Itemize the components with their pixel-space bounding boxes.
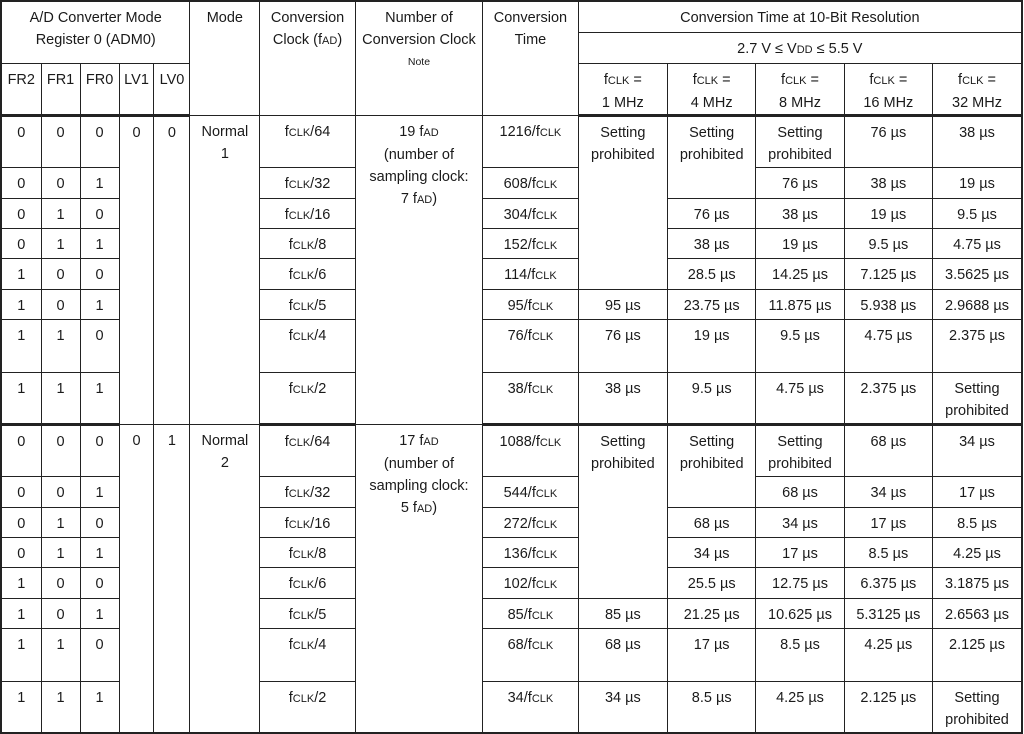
time-1mhz: 95 µs <box>578 289 667 319</box>
time-16mhz: 17 µs <box>844 507 932 537</box>
conversion-time-resolution-header: Conversion Time at 10-Bit Resolution <box>578 1 1022 32</box>
bit-fr1: 0 <box>41 598 80 628</box>
bit-fr2: 0 <box>1 115 41 167</box>
conversion-time-cell: 136/fCLK <box>483 537 579 567</box>
time-1mhz: 85 µs <box>578 598 667 628</box>
time-8mhz: 11.875 µs <box>756 289 844 319</box>
freq-header-4mhz: fCLK = 4 MHz <box>668 63 756 115</box>
time-32mhz: 4.25 µs <box>933 537 1023 567</box>
bit-fr0: 0 <box>80 319 119 372</box>
bit-fr1: 0 <box>41 167 80 198</box>
time-16mhz: 5.938 µs <box>844 289 932 319</box>
bit-fr2: 1 <box>1 258 41 289</box>
bit-fr2: 1 <box>1 372 41 424</box>
conversion-time-cell: 1088/fCLK <box>483 424 579 476</box>
time-32mhz: 34 µs <box>933 424 1023 476</box>
conversion-time-cell: 272/fCLK <box>483 507 579 537</box>
time-8mhz: 38 µs <box>756 198 844 228</box>
conversion-clock-cell: fCLK/6 <box>260 258 356 289</box>
time-4mhz: 17 µs <box>668 628 756 681</box>
time-4mhz: 25.5 µs <box>668 567 756 598</box>
bit-fr1: 1 <box>41 628 80 681</box>
conversion-clock-cell: fCLK/8 <box>260 537 356 567</box>
time-4mhz: 9.5 µs <box>668 372 756 424</box>
conversion-time-cell: 304/fCLK <box>483 198 579 228</box>
bit-fr2: 1 <box>1 598 41 628</box>
conversion-time-cell: 152/fCLK <box>483 228 579 258</box>
time-32mhz: 2.375 µs <box>933 319 1023 372</box>
bit-fr1: 1 <box>41 681 80 733</box>
bit-fr0: 0 <box>80 258 119 289</box>
time-16mhz: 9.5 µs <box>844 228 932 258</box>
time-8mhz: 4.75 µs <box>756 372 844 424</box>
time-8mhz: 34 µs <box>756 507 844 537</box>
bit-fr2: 1 <box>1 628 41 681</box>
bit-fr0: 1 <box>80 681 119 733</box>
conversion-time-cell: 34/fCLK <box>483 681 579 733</box>
time-16mhz: 8.5 µs <box>844 537 932 567</box>
bit-fr1: 0 <box>41 424 80 476</box>
time-4mhz: Setting prohibited <box>668 115 756 198</box>
conversion-clock-cell: fCLK/32 <box>260 476 356 507</box>
time-16mhz: 76 µs <box>844 115 932 167</box>
time-16mhz: 2.375 µs <box>844 372 932 424</box>
time-16mhz: 4.75 µs <box>844 319 932 372</box>
time-32mhz: 4.75 µs <box>933 228 1023 258</box>
time-32mhz: Setting prohibited <box>933 681 1023 733</box>
time-8mhz: 19 µs <box>756 228 844 258</box>
time-16mhz: 19 µs <box>844 198 932 228</box>
bit-fr0: 0 <box>80 567 119 598</box>
bit-fr1: 0 <box>41 476 80 507</box>
conversion-clock-cell: fCLK/4 <box>260 628 356 681</box>
time-4mhz: 76 µs <box>668 198 756 228</box>
time-8mhz: Setting prohibited <box>756 424 844 476</box>
bit-header-fr0: FR0 <box>80 63 119 115</box>
time-4mhz: 8.5 µs <box>668 681 756 733</box>
bit-fr2: 0 <box>1 198 41 228</box>
time-32mhz: 17 µs <box>933 476 1023 507</box>
time-32mhz: 38 µs <box>933 115 1023 167</box>
conversion-time-cell: 102/fCLK <box>483 567 579 598</box>
time-32mhz: 9.5 µs <box>933 198 1023 228</box>
time-16mhz: 34 µs <box>844 476 932 507</box>
conversion-time-cell: 76/fCLK <box>483 319 579 372</box>
mode-cell: Normal 2 <box>190 424 260 733</box>
time-32mhz: 2.6563 µs <box>933 598 1023 628</box>
bit-fr0: 1 <box>80 537 119 567</box>
time-16mhz: 68 µs <box>844 424 932 476</box>
table-row <box>1 424 1022 476</box>
bit-fr1: 0 <box>41 567 80 598</box>
bit-fr1: 1 <box>41 507 80 537</box>
time-4mhz: 28.5 µs <box>668 258 756 289</box>
conversion-clock-cell: fCLK/2 <box>260 681 356 733</box>
conversion-clock-cell: fCLK/5 <box>260 598 356 628</box>
bit-lv0: 0 <box>154 115 190 424</box>
conversion-time-cell: 608/fCLK <box>483 167 579 198</box>
conversion-time-cell: 85/fCLK <box>483 598 579 628</box>
time-16mhz: 2.125 µs <box>844 681 932 733</box>
bit-fr2: 0 <box>1 507 41 537</box>
conversion-time-cell: 114/fCLK <box>483 258 579 289</box>
bit-fr0: 0 <box>80 507 119 537</box>
time-32mhz: 19 µs <box>933 167 1023 198</box>
time-32mhz: 8.5 µs <box>933 507 1023 537</box>
bit-fr1: 0 <box>41 289 80 319</box>
time-8mhz: 17 µs <box>756 537 844 567</box>
time-1mhz: Setting prohibited <box>578 115 667 289</box>
conversion-clock-cell: fCLK/16 <box>260 198 356 228</box>
bit-fr0: 1 <box>80 289 119 319</box>
bit-fr0: 1 <box>80 598 119 628</box>
bit-fr2: 0 <box>1 167 41 198</box>
time-8mhz: 10.625 µs <box>756 598 844 628</box>
conversion-clock-cell: fCLK/8 <box>260 228 356 258</box>
bit-header-lv0: LV0 <box>154 63 190 115</box>
time-4mhz: 19 µs <box>668 319 756 372</box>
time-4mhz: 38 µs <box>668 228 756 258</box>
freq-header-32mhz: fCLK = 32 MHz <box>933 63 1023 115</box>
time-1mhz: 76 µs <box>578 319 667 372</box>
conversion-clock-cell: fCLK/5 <box>260 289 356 319</box>
time-8mhz: Setting prohibited <box>756 115 844 167</box>
bit-fr0: 0 <box>80 628 119 681</box>
number-of-conversion-clock-cell: 17 fAD (number of sampling clock: 5 fAD) <box>355 424 482 733</box>
bit-fr0: 1 <box>80 228 119 258</box>
bit-fr2: 1 <box>1 567 41 598</box>
time-32mhz: 2.9688 µs <box>933 289 1023 319</box>
time-1mhz: 34 µs <box>578 681 667 733</box>
conversion-time-cell: 95/fCLK <box>483 289 579 319</box>
conversion-clock-cell: fCLK/16 <box>260 507 356 537</box>
table-row <box>1 115 1022 167</box>
bit-fr0: 0 <box>80 198 119 228</box>
vdd-range-header: 2.7 V ≤ VDD ≤ 5.5 V <box>578 32 1022 63</box>
time-4mhz: Setting prohibited <box>668 424 756 507</box>
bit-fr2: 0 <box>1 424 41 476</box>
bit-header-lv1: LV1 <box>119 63 154 115</box>
bit-header-fr2: FR2 <box>1 63 41 115</box>
bit-fr2: 1 <box>1 681 41 733</box>
bit-header-fr1: FR1 <box>41 63 80 115</box>
time-8mhz: 8.5 µs <box>756 628 844 681</box>
conversion-clock-cell: fCLK/64 <box>260 115 356 167</box>
time-16mhz: 38 µs <box>844 167 932 198</box>
time-8mhz: 76 µs <box>756 167 844 198</box>
time-8mhz: 4.25 µs <box>756 681 844 733</box>
time-16mhz: 5.3125 µs <box>844 598 932 628</box>
bit-fr0: 1 <box>80 476 119 507</box>
time-1mhz: 38 µs <box>578 372 667 424</box>
bit-lv1: 0 <box>119 424 154 733</box>
time-8mhz: 68 µs <box>756 476 844 507</box>
time-16mhz: 7.125 µs <box>844 258 932 289</box>
bit-fr0: 0 <box>80 115 119 167</box>
time-8mhz: 9.5 µs <box>756 319 844 372</box>
bit-fr0: 1 <box>80 167 119 198</box>
conversion-clock-cell: fCLK/6 <box>260 567 356 598</box>
bit-lv1: 0 <box>119 115 154 424</box>
time-1mhz: Setting prohibited <box>578 424 667 598</box>
time-32mhz: Setting prohibited <box>933 372 1023 424</box>
bit-fr1: 0 <box>41 115 80 167</box>
bit-fr0: 1 <box>80 372 119 424</box>
mode-cell: Normal 1 <box>190 115 260 424</box>
conversion-clock-cell: fCLK/32 <box>260 167 356 198</box>
bit-fr1: 0 <box>41 258 80 289</box>
freq-header-8mhz: fCLK = 8 MHz <box>756 63 844 115</box>
time-16mhz: 4.25 µs <box>844 628 932 681</box>
bit-fr2: 1 <box>1 319 41 372</box>
bit-fr2: 1 <box>1 289 41 319</box>
bit-fr1: 1 <box>41 319 80 372</box>
time-8mhz: 12.75 µs <box>756 567 844 598</box>
adm0-header: A/D Converter Mode Register 0 (ADM0) <box>1 1 190 63</box>
time-4mhz: 34 µs <box>668 537 756 567</box>
table-body <box>1 115 1022 733</box>
bit-lv0: 1 <box>154 424 190 733</box>
time-1mhz: 68 µs <box>578 628 667 681</box>
freq-header-1mhz: fCLK = 1 MHz <box>578 63 667 115</box>
bit-fr1: 1 <box>41 537 80 567</box>
time-4mhz: 23.75 µs <box>668 289 756 319</box>
conversion-time-header: Conversion Time <box>483 1 579 115</box>
conversion-clock-cell: fCLK/64 <box>260 424 356 476</box>
conversion-clock-cell: fCLK/4 <box>260 319 356 372</box>
number-of-conversion-clock-cell: 19 fAD (number of sampling clock: 7 fAD) <box>355 115 482 424</box>
conversion-clock-cell: fCLK/2 <box>260 372 356 424</box>
conversion-clock-header: Conversion Clock (fAD) <box>260 1 356 115</box>
time-32mhz: 3.5625 µs <box>933 258 1023 289</box>
bit-fr1: 1 <box>41 372 80 424</box>
time-8mhz: 14.25 µs <box>756 258 844 289</box>
freq-header-16mhz: fCLK = 16 MHz <box>844 63 932 115</box>
time-32mhz: 3.1875 µs <box>933 567 1023 598</box>
number-of-conversion-clock-header: Number of Conversion Clock $^{Note}$ <box>355 1 482 115</box>
conversion-time-cell: 1216/fCLK <box>483 115 579 167</box>
conversion-time-cell: 68/fCLK <box>483 628 579 681</box>
bit-fr1: 1 <box>41 228 80 258</box>
bit-fr0: 0 <box>80 424 119 476</box>
time-4mhz: 21.25 µs <box>668 598 756 628</box>
conversion-time-cell: 38/fCLK <box>483 372 579 424</box>
bit-fr1: 1 <box>41 198 80 228</box>
bit-fr2: 0 <box>1 228 41 258</box>
bit-fr2: 0 <box>1 537 41 567</box>
mode-header: Mode <box>190 1 260 115</box>
time-16mhz: 6.375 µs <box>844 567 932 598</box>
bit-fr2: 0 <box>1 476 41 507</box>
conversion-time-cell: 544/fCLK <box>483 476 579 507</box>
time-32mhz: 2.125 µs <box>933 628 1023 681</box>
time-4mhz: 68 µs <box>668 507 756 537</box>
